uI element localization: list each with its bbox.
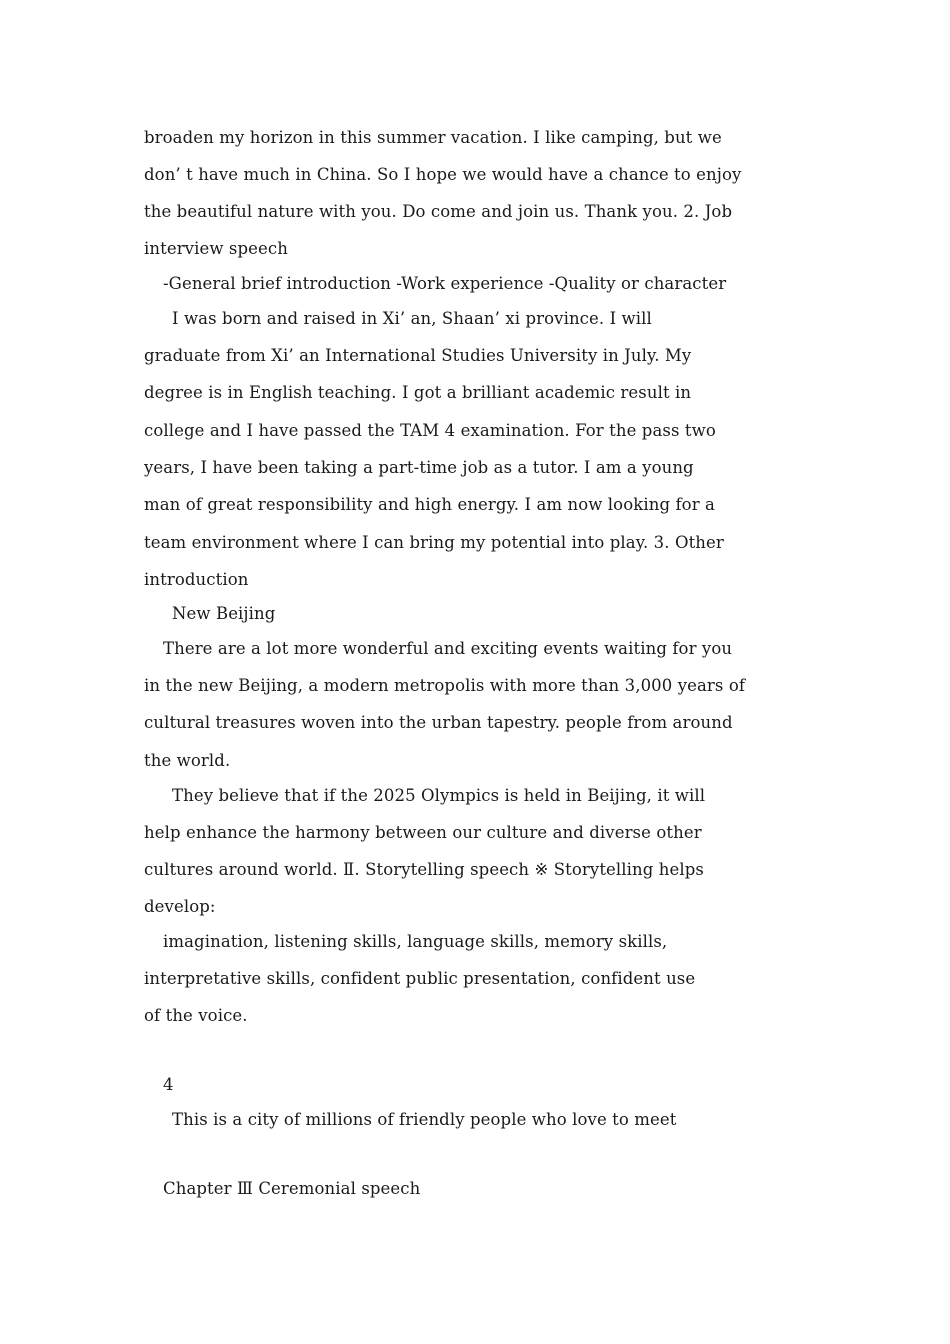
text-line: don’ t have much in China. So I hope we would have a chance to enjoy	[144, 165, 742, 184]
chapter-heading: Chapter Ⅲ Ceremonial speech	[163, 1179, 421, 1198]
text-line: man of great responsibility and high energy. I am now looking for a	[144, 495, 715, 514]
text-line: There are a lot more wonderful and exciting events waiting for you	[163, 639, 733, 658]
text-line: introduction	[144, 570, 249, 589]
section-heading: New Beijing	[172, 604, 276, 623]
text-line: cultures around world. Ⅱ. Storytelling speech ※ Storytelling helps	[144, 860, 704, 879]
text-line: cultural treasures woven into the urban tapestry. people from around	[144, 713, 733, 732]
text-line: I was born and raised in Xi’ an, Shaan’ xi province. I will	[172, 309, 652, 328]
text-line: interview speech	[144, 239, 288, 258]
text-line: graduate from Xi’ an International Studies University in July. My	[144, 346, 692, 365]
text-line: in the new Beijing, a modern metropolis with more than 3,000 years of	[144, 676, 746, 695]
text-line: imagination, listening skills, language skills, memory skills,	[163, 932, 668, 951]
text-line: years, I have been taking a part-time job as a tutor. I am a young	[144, 458, 694, 477]
page-number: 4	[163, 1075, 174, 1094]
text-line: the world.	[144, 751, 231, 770]
text-line: team environment where I can bring my potential into play. 3. Other	[144, 533, 724, 552]
text-line: the beautiful nature with you. Do come and join us. Thank you. 2. Job	[144, 202, 733, 221]
text-line: college and I have passed the TAM 4 examination. For the pass two	[144, 421, 716, 440]
text-line: help enhance the harmony between our culture and diverse other	[144, 823, 702, 842]
text-line: broaden my horizon in this summer vacation. I like camping, but we	[144, 128, 722, 147]
text-line: degree is in English teaching. I got a brilliant academic result in	[144, 383, 692, 402]
text-line: of the voice.	[144, 1006, 248, 1025]
text-line: interpretative skills, confident public presentation, confident use	[144, 969, 696, 988]
text-line: This is a city of millions of friendly people who love to meet	[172, 1110, 677, 1129]
text-line: They believe that if the 2025 Olympics is held in Beijing, it will	[172, 786, 706, 805]
text-line: develop:	[144, 897, 216, 916]
text-line: -General brief introduction -Work experience -Quality or character	[163, 274, 727, 293]
